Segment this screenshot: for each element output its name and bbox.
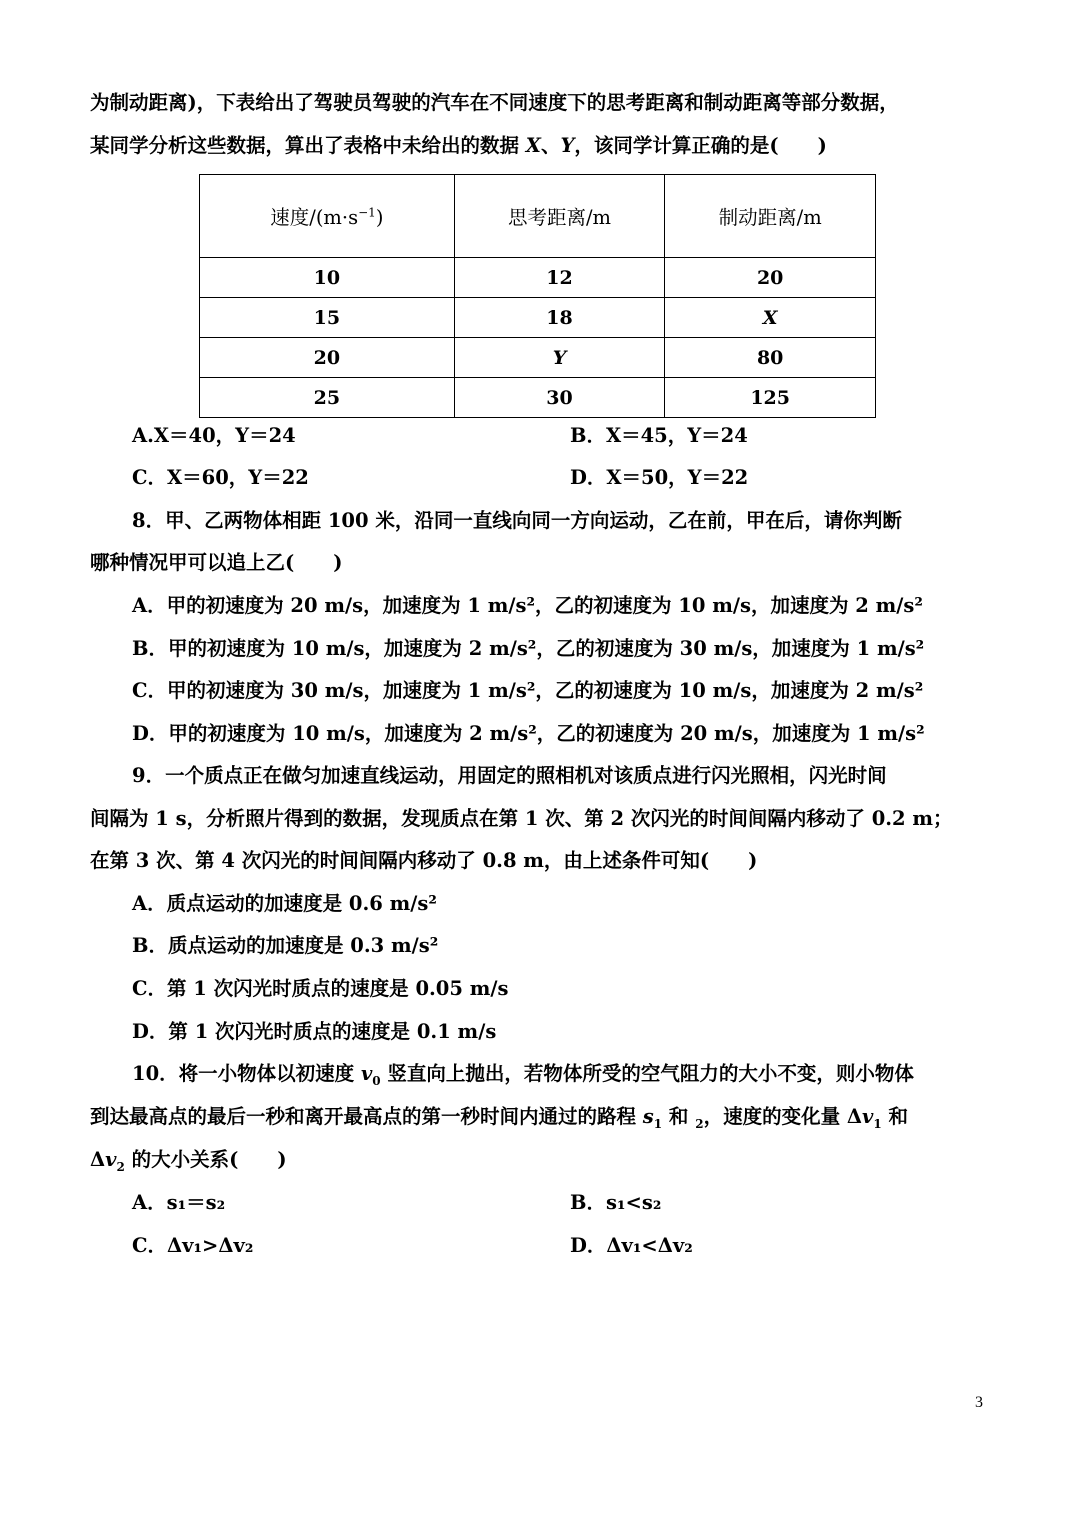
q7-var-x: X	[525, 134, 541, 157]
q10-var-s-sub: 1	[653, 1116, 663, 1131]
q9-option-d: D．第 1 次闪光时质点的速度是 0.1 m/s	[132, 1020, 497, 1043]
table-cell: 20	[665, 258, 876, 298]
table-row	[200, 298, 876, 338]
q8-option-d: D．甲的初速度为 10 m/s，加速度为 2 m/s²，乙的初速度为 20 m/s，加速度为 1 m/s²	[132, 722, 925, 745]
q8-line-1: 8．甲、乙两物体相距 100 米，沿同一直线向同一方向运动，乙在前，甲在后，请你判断	[132, 509, 902, 532]
table-cell: 80	[665, 338, 876, 378]
table-cell: 12	[454, 258, 665, 298]
table-cell: 125	[665, 378, 876, 418]
q8-option-a: A．甲的初速度为 20 m/s，加速度为 1 m/s²，乙的初速度为 10 m/s，加速度为 2 m/s²	[132, 594, 923, 617]
q10-var-v2-sub: 2	[116, 1159, 125, 1174]
q10-line-2	[90, 1103, 990, 1131]
header-braking-distance: 制动距离/m	[665, 175, 876, 258]
q10-line-2-text: 到达最高点的最后一秒和离开最高点的第一秒时间内通过的路程	[90, 1105, 643, 1128]
q10-line-3	[90, 1146, 990, 1174]
q9-line-1: 9．一个质点正在做匀加速直线运动，用固定的照相机对该质点进行闪光照相，闪光时间	[132, 764, 887, 787]
q10-line-2-and: 和	[662, 1105, 696, 1128]
table-cell: 18	[454, 298, 665, 338]
page-number: 3	[975, 1394, 983, 1411]
q10-sub-two: 2	[695, 1116, 704, 1131]
q10-line-1	[132, 1060, 992, 1088]
q10-option-a: A．s₁＝s₂	[132, 1191, 226, 1214]
q9-line-2: 间隔为 1 s，分析照片得到的数据，发现质点在第 1 次、第 2 次闪光的时间间隔内移动了 0.2 m；	[90, 807, 953, 830]
header-speed-close: )	[375, 206, 384, 229]
q7-line-2	[90, 132, 990, 160]
q7-line-2-end: ，该同学计算正确的是( )	[574, 134, 827, 157]
q7-option-d: D．X＝50，Y＝22	[570, 466, 749, 489]
q9-line-3: 在第 3 次、第 4 次闪光的时间间隔内移动了 0.8 m，由上述条件可知( )	[90, 849, 758, 872]
q10-var-v1-sub: 1	[873, 1116, 882, 1131]
header-thinking-distance: 思考距离/m	[454, 175, 665, 258]
table-cell: 15	[200, 298, 455, 338]
q10-line-2-end: 和	[881, 1105, 908, 1128]
q10-line-2-delta: ，速度的变化量 Δ	[703, 1105, 862, 1128]
header-speed-text: 速度/(m·s	[270, 206, 359, 229]
table-cell: 10	[200, 258, 455, 298]
q10-var-v1: v	[862, 1105, 874, 1128]
q10-line-1-text: 10．将一小物体以初速度	[132, 1062, 361, 1085]
table-cell: Y	[454, 338, 665, 378]
q7-sep: 、	[540, 134, 561, 157]
q10-option-c: C．Δv₁>Δv₂	[132, 1234, 254, 1257]
q10-line-3-end: 的大小关系( )	[124, 1148, 287, 1171]
q7-var-y: Y	[560, 134, 575, 157]
q10-var-v: v	[360, 1062, 373, 1085]
table-cell: 25	[200, 378, 455, 418]
data-table	[199, 174, 876, 418]
q8-option-c: C．甲的初速度为 30 m/s，加速度为 1 m/s²，乙的初速度为 10 m/s，加速度为 2 m/s²	[132, 679, 924, 702]
header-speed	[200, 175, 455, 258]
q9-option-a: A．质点运动的加速度是 0.6 m/s²	[132, 892, 437, 915]
table-cell: X	[665, 298, 876, 338]
table-row	[200, 378, 876, 418]
q10-var-v-sub: 0	[372, 1073, 381, 1088]
q10-var-s: s	[642, 1105, 654, 1128]
header-speed-sup: −1	[358, 205, 376, 220]
q10-line-3-delta: Δ	[90, 1148, 106, 1171]
q10-line-1-end: 竖直向上抛出，若物体所受的空气阻力的大小不变，则小物体	[380, 1062, 914, 1085]
q7-option-b: B．X＝45，Y＝24	[570, 424, 748, 447]
table-row	[200, 258, 876, 298]
q7-line-1: 为制动距离)，下表给出了驾驶员驾驶的汽车在不同速度下的思考距离和制动距离等部分数据，	[90, 91, 899, 114]
q7-option-a: A.X＝40，Y＝24	[132, 424, 296, 447]
q10-option-b: B．s₁<s₂	[570, 1191, 662, 1214]
table-row	[200, 338, 876, 378]
table-cell: 20	[200, 338, 455, 378]
table-cell: 30	[454, 378, 665, 418]
q7-option-c: C．X＝60，Y＝22	[132, 466, 309, 489]
q8-line-2: 哪种情况甲可以追上乙( )	[90, 551, 343, 574]
table-header-row	[200, 175, 876, 258]
q9-option-b: B．质点运动的加速度是 0.3 m/s²	[132, 934, 439, 957]
q9-option-c: C．第 1 次闪光时质点的速度是 0.05 m/s	[132, 977, 509, 1000]
q10-var-v2: v	[105, 1148, 117, 1171]
q7-line-2-text: 某同学分析这些数据，算出了表格中未给出的数据	[90, 134, 526, 157]
q10-option-d: D．Δv₁<Δv₂	[570, 1234, 693, 1257]
q8-option-b: B．甲的初速度为 10 m/s，加速度为 2 m/s²，乙的初速度为 30 m/s，加速度为 1 m/s²	[132, 637, 925, 660]
